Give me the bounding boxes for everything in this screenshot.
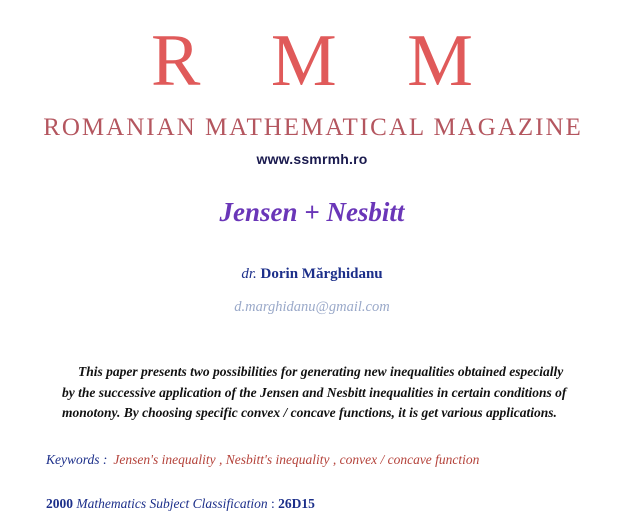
- author-prefix: dr.: [241, 266, 257, 282]
- page-title: Jensen + Nesbitt: [219, 197, 405, 227]
- keywords-values: Jensen's inequality , Nesbitt's inequality , convex / concave function: [113, 451, 480, 467]
- abstract-body: This paper presents two possibilities for generating new inequalities obtained especially by the successive application of the Jensen and Nesbitt inequalities in certain conditions of monotony. By choosing specific convex / concave functions, it is get various applications.: [62, 364, 567, 421]
- journal-title: ROMANIAN MATHEMATICAL MAGAZINE: [43, 114, 583, 141]
- abstract-text: [62, 362, 578, 424]
- msc-text: Mathematics Subject Classification: [76, 495, 268, 511]
- msc-code: 26D15: [278, 495, 315, 511]
- author-email[interactable]: d.marghidanu@gmail.com: [234, 299, 390, 315]
- rmm-logo: R M M: [151, 20, 499, 102]
- author-line: [0, 266, 624, 283]
- keywords-label: Keywords :: [46, 451, 108, 467]
- keywords-line: [46, 452, 624, 468]
- msc-year: 2000: [46, 495, 73, 511]
- msc-line: [46, 496, 624, 512]
- masthead: [0, 0, 624, 167]
- journal-website[interactable]: www.ssmrmh.ro: [256, 151, 368, 167]
- author-name: Dorin Mărghidanu: [260, 266, 383, 282]
- msc-separator: :: [270, 495, 275, 511]
